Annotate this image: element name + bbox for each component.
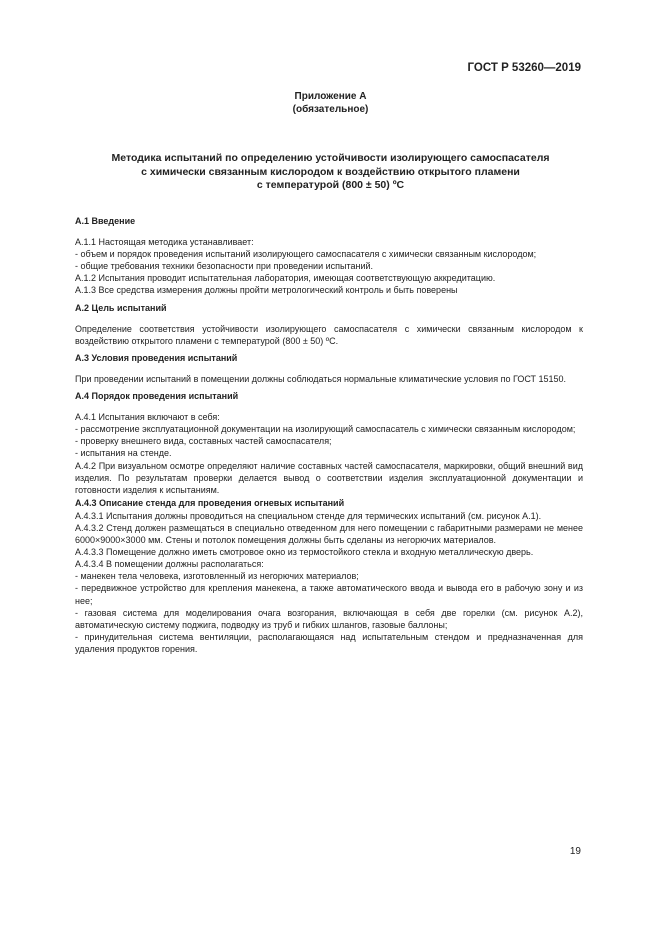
paragraph: А.1.3 Все средства измерения должны пройти метрологический контроль и быть поверены [75, 285, 458, 296]
list-item: - рассмотрение эксплуатационной документации на изолирующий самоспасатель с химически связанным кислородом; [75, 424, 576, 435]
paragraph: Определение соответствия устойчивости изолирующего самоспасателя с химически связанным кислородом к воздействию открытого пламени с температурой (800 ± 50) ºС. [75, 323, 583, 346]
list-item: - объем и порядок проведения испытаний изолирующего самоспасателя с химически связанным кислородом; [75, 249, 537, 260]
title-line-3: с температурой (800 ± 50) ºС [256, 179, 405, 191]
paragraph: А.4.2 При визуальном осмотре определяют наличие составных частей самоспасателя, маркировки, общий внешний вид изделия. По результатам проверки делается вывод о соответствии изделия эксплуатационной документации и готовности изделия к испытаниям. [75, 460, 583, 495]
list-item: - принудительная система вентиляции, располагающаяся над испытательным стендом и предназначенная для удаления продуктов горения. [75, 631, 583, 654]
list-item: - проверку внешнего вида, составных частей самоспасателя; [75, 436, 332, 447]
section-heading-a2: А.2 Цель испытаний [75, 302, 167, 313]
section-heading-a1: А.1 Введение [75, 216, 136, 226]
title-line-2: с химически связанным кислородом к воздействию открытого пламени [141, 165, 520, 178]
paragraph: А.4.3.2 Стенд должен размещаться в специально отведенном для него помещении с габаритными размерами не менее 6000×9000×3000 мм. Стены и потолок помещения должны быть сделаны из негорючих материалов. [75, 522, 583, 546]
annex-status: (обязательное) [292, 104, 369, 115]
paragraph: А.4.3.1 Испытания должны проводиться на специальном стенде для термических испытаний (см. рисунок А.1). [75, 510, 542, 521]
document-body [75, 210, 583, 655]
annex-title: Приложение А [294, 91, 367, 102]
paragraph: А.4.1 Испытания включают в себя: [75, 412, 220, 423]
paragraph: А.1.2 Испытания проводит испытательная лаборатория, имеющая соответствующую аккредитацию. [75, 273, 496, 284]
section-heading-a43: А.4.3 Описание стенда для проведения огневых испытаний [75, 497, 345, 508]
title-line-1: Методика испытаний по определению устойчивости изолирующего самоспасателя [111, 152, 550, 164]
method-title [60, 152, 601, 193]
list-item: - газовая система для моделирования очага возгорания, включающая в себя две горелки (см. рисунок А.2), автоматическую систему поджига, подводку из труб и гибких шлангов, газовые баллоны; [75, 607, 583, 630]
section-heading-a3: А.3 Условия проведения испытаний [75, 352, 238, 363]
paragraph: А.1.1 Настоящая методика устанавливает: [75, 237, 254, 248]
annex-heading [0, 90, 661, 116]
list-item: - манекен тела человека, изготовленный из негорючих материалов; [75, 571, 359, 582]
page-number: 19 [569, 846, 581, 857]
paragraph: А.4.3.3 Помещение должно иметь смотровое окно из термостойкого стекла и входную металлическую дверь. [75, 547, 534, 558]
list-item: - испытания на стенде. [75, 448, 172, 459]
document-code: ГОСТ Р 53260—2019 [467, 62, 581, 74]
paragraph: При проведении испытаний в помещении должны соблюдаться нормальные климатические условия по ГОСТ 15150. [75, 373, 567, 384]
section-heading-a4: А.4 Порядок проведения испытаний [75, 391, 239, 402]
list-item: - передвижное устройство для крепления манекена, а также автоматического ввода и вывода его в рабочую зону и из нее; [75, 583, 583, 606]
paragraph: А.4.3.4 В помещении должны располагаться: [75, 559, 264, 570]
list-item: - общие требования техники безопасности при проведении испытаний. [75, 261, 374, 272]
